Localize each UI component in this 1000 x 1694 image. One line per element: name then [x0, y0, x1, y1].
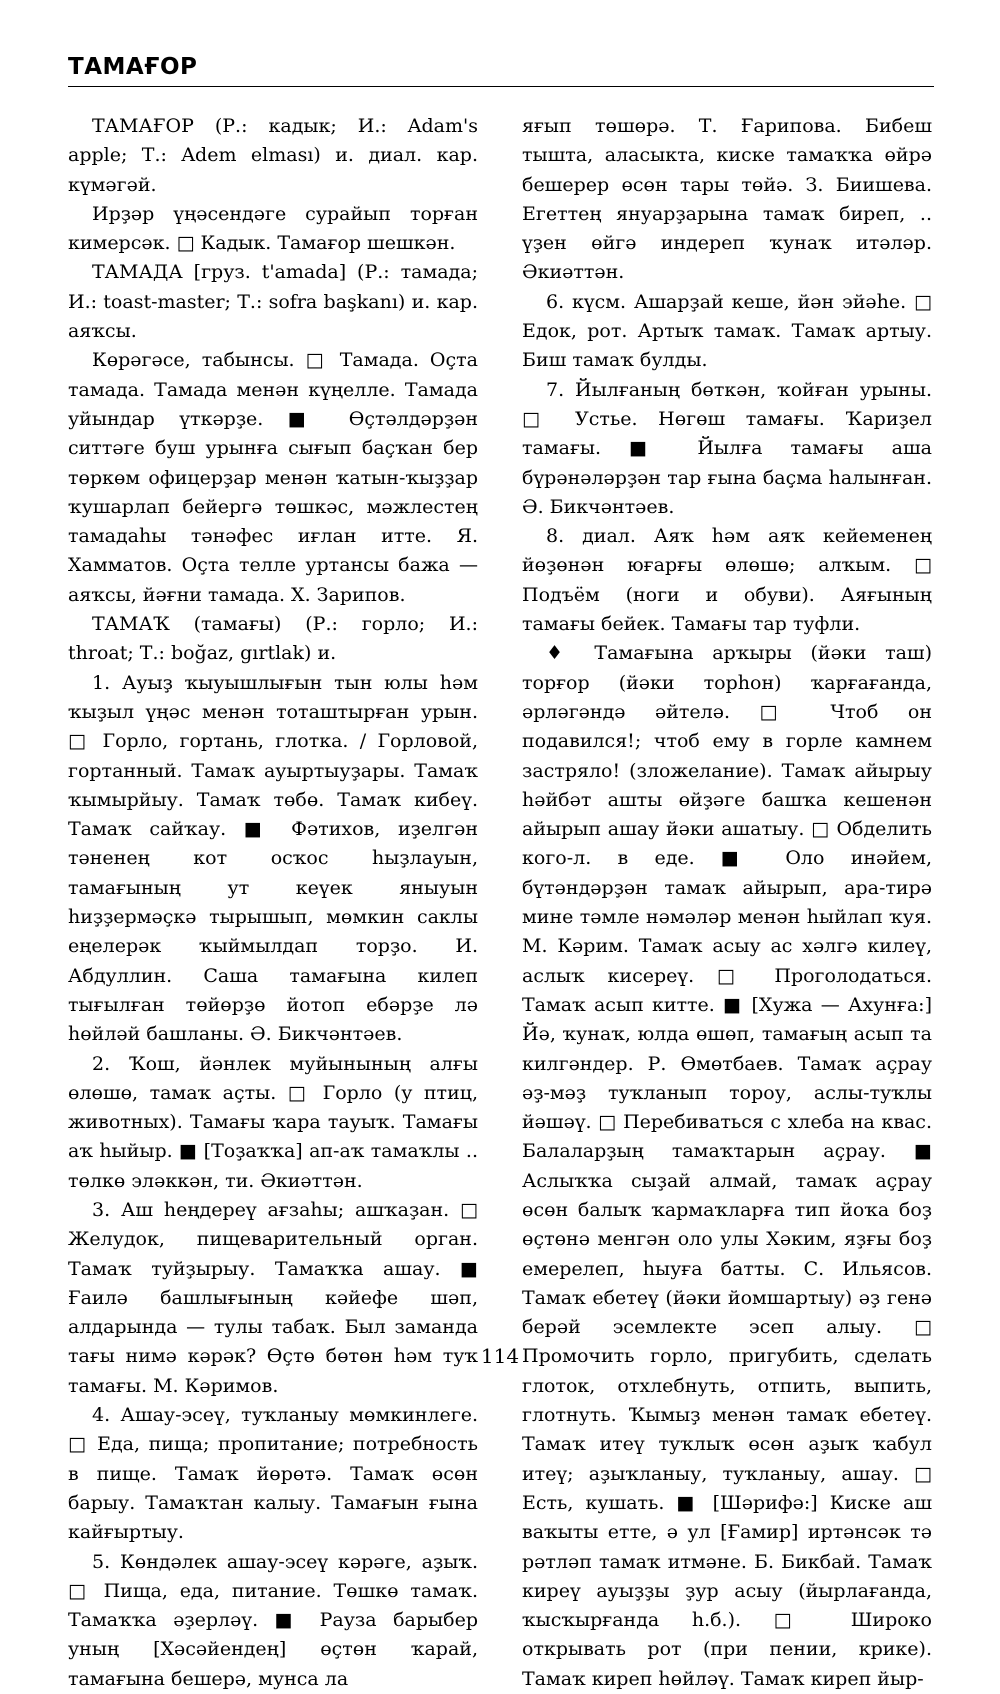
entry-paragraph: 7. Йылғаның бөткән, ҡойған урыны. □ Устье. Нөгөш тамағы. Ҡариҙел тамағы. ■ Йылға тамағы аша бүрәнәләрҙән тар ғына баҫма һалынған. Ә. Бикчәнтәев.: [522, 378, 932, 518]
entry-paragraph: Көрәгәсе, табынсы. □ Тамада. Оҫта тамада. Тамада менән күңелле. Тамада уйындар үткәрҙе. ■ Өҫтәлдәрҙән ситтәге буш урынға сығып баҫҡан бер төркөм офицерҙар менән ҡатын-ҡыҙҙар ҡушарлап бейергә төшкәс, мәжлестең тамадаһы тәнәфес иғлан итте. Я. Хамматов. Оҫта телле уртансы бажа — аяҡсы, йәғни тамада. Х. Зарипов.: [68, 349, 478, 606]
right-column: [522, 112, 932, 1694]
entry-paragraph: 8. диал. Аяҡ һәм аяҡ кейеменең йөҙөнән юғарғы өлөшө; алҡым. □ Подъём (ноги и обуви). Аяғының тамағы бейек. Тамағы тар туфли.: [522, 525, 932, 636]
entry-paragraph: 2. Ҡош, йәнлек муйынының алғы өлөшө, тамаҡ аҫты. □ Горло (у птиц, животных). Тамағы ҡара тауыҡ. Тамағы аҡ һыйыр. ■ [Тоҙаҡҡа] ап-аҡ тамаҡлы .. төлкө эләккән, ти. Әкиәттән.: [68, 1052, 478, 1192]
entry-paragraph: ТАМАҠ (тамағы) (Р.: горло; И.: throat; Т.: boğaz, gırtlak) и.: [68, 613, 478, 665]
page-header: [68, 54, 934, 87]
entry-paragraph: ♦ Тамағына арҡыры (йәки таш) торғор (йәки торһон) ҡарғағанда, әрләгәндә әйтелә. □ Чтоб он подавился!; чтоб ему в горле камнем застряло! (зложелание). Тамаҡ айырыу һәйбәт ашты өйҙәге башҡа кешенән айырып ашау йәки ашатыу. □ Обделить кого-л. в еде. ■ Оло инәйем, бүтәндәрҙән тамаҡ айырып, ара-тирә мине тәмле нәмәләр менән һыйлап ҡуя. М. Кәрим. Тамаҡ асыу ас хәлгә килеү, аслыҡ кисереү. □ Проголодаться. Тамаҡ асып китте. ■ [Хужа — Ахунға:] Йә, ҡунаҡ, юлда өшөп, тамағың асып та килгәндер. Р. Өмөтбаев. Тамаҡ аҫрау әҙ-мәҙ туҡланып тороу, аслы-туҡлы йәшәү. □ Перебиваться с хлеба на квас. Балаларҙың тамаҡтарын аҫрау. ■ Аслыҡҡа сыҙай алмай, тамаҡ аҫрау өсөн балыҡ ҡармаҡларға тип йоҡа боҙ өҫтөнә менгән оло улы Хәким, яҙғы боҙ емерелеп, һыуға батты. С. Ильясов. Тамаҡ ебетеү (йәки йомшартыу) әҙ генә берәй эсемлекте эсеп алыу. □ Промочить горло, пригубить, сделать глоток, отхлебнуть, отпить, выпить, глотнуть. Ҡымыҙ менән тамаҡ ебетеү. Тамаҡ итеү туҡлыҡ өсөн аҙыҡ ҡабул итеү; аҙыҡланыу, туҡланыу, ашау. □ Есть, кушать. ■ [Шәрифә:] Киске аш ваҡыты етте, ә ул [Ғамир] иртәнсәк тә рәтләп тамаҡ итмәне. Б. Бикбай. Тамаҡ киреү ауыҙҙы ҙур асыу (йырлағанда, ҡысҡырғанда һ.б.). □ Широко открывать рот (при пении, крике). Тамаҡ киреп һөйләү. Тамаҡ киреп йыр-: [522, 642, 932, 1690]
entry-paragraph: 6. күсм. Ашарҙай кеше, йән эйәһе. □ Едок, рот. Артыҡ тамаҡ. Тамаҡ артыу. Биш тамаҡ булды.: [522, 290, 932, 372]
left-column: [68, 112, 478, 1694]
entry-paragraph: Ирҙәр үңәсендәге сурайып торған кимерсәк. □ Кадык. Тамағор шешкән.: [68, 202, 478, 255]
page-number: 114: [480, 1344, 520, 1368]
entry-paragraph: 5. Көндәлек ашау-эсеү кәрәге, аҙыҡ. □ Пища, еда, питание. Төшкө тамаҡ. Тамаҡҡа әҙерләү. ■ Рауза барыбер уның [Хәсәйендең] өҫтөн ҡарай, тамағына бешерә, мунса ла: [68, 1550, 478, 1690]
running-head: ТАМАҒОР: [68, 54, 198, 80]
entry-paragraph: ТАМАҒОР (Р.: кадык; И.: Adam's apple; Т.: Adem elması) и. диал. кар. күмәгәй.: [68, 115, 478, 196]
entry-paragraph: 3. Аш һеңдереү ағзаһы; ашҡаҙан. □ Желудок, пищеварительный орган. Тамаҡ туйҙырыу. Тамаҡҡа ашау. ■ Ғаилә башлығының кәйефе шәп, алдарында — тулы табаҡ. Был заманда тағы нимә кәрәк? Өҫтө бөтөн һәм туҡ тамағы. М. Кәримов.: [68, 1198, 478, 1397]
entry-paragraph: ТАМАДА [груз. t'amada] (Р.: тамада; И.: toast-master; Т.: sofra başkanı) и. кар. аяҡсы.: [68, 261, 478, 343]
entry-paragraph: 4. Ашау-эсеү, туҡланыу мөмкинлеге. □ Еда, пища; пропитание; потребность в пище. Тамаҡ йөрөтә. Тамаҡ өсөн барыу. Тамаҡтан калыу. Тамағын ғына кайғыртыу.: [68, 1404, 478, 1544]
entry-paragraph: яғып төшөрә. Т. Ғарипова. Бибеш тышта, аласыкта, киске тамаҡҡа өйрә бешерер өсөн тары төйә. З. Биишева. Егеттең януарҙарына тамаҡ биреп, .. үҙен өйгә индереп ҡунаҡ итәләр. Әкиәттән.: [522, 115, 932, 284]
entry-paragraph: 1. Ауыҙ ҡыуышлығын тын юлы һәм ҡыҙыл үңәс менән тоташтырған урын. □ Горло, гортань, глотка. / Горловой, гортанный. Тамаҡ ауыртыуҙары. Тамаҡ ҡымырйыу. Тамаҡ төбө. Тамаҡ кибеү. Тамаҡ сайҡау. ■ Фәтихов, иҙелгән тәненең кот осҡос һыҙлауын, тамағының ут кеүек яныуын һиҙҙермәҫкә тырышып, мөмкин саклы еңелерәк ҡыймылдап торҙо. И. Абдуллин. Саша тамағына килеп тығылған төйөрҙө йотоп ебәрҙе лә һөйләй башланы. Ә. Бикчәнтәев.: [68, 671, 478, 1046]
